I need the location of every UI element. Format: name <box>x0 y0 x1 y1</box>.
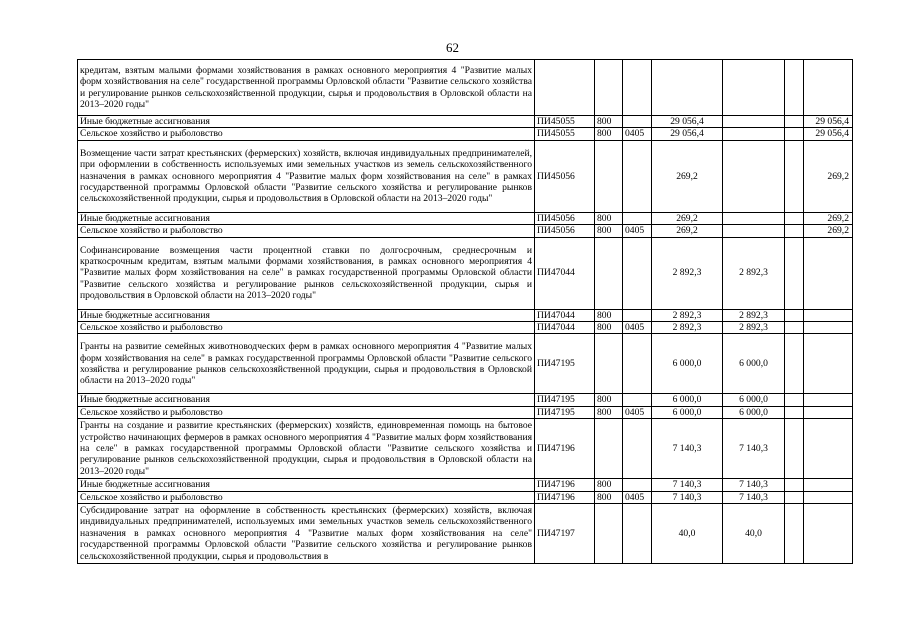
row-value-4 <box>804 479 853 491</box>
row-expense-type: 800 <box>595 128 623 140</box>
row-value-2: 40,0 <box>723 504 785 564</box>
row-section: 0405 <box>623 406 652 418</box>
row-code <box>535 60 595 116</box>
row-expense-type: 800 <box>595 309 623 321</box>
row-section: 0405 <box>623 491 652 503</box>
table-row <box>78 504 853 564</box>
row-description: кредитам, взятым малыми формами хозяйствования в рамках основного мероприятия 4 "Развитие малых форм хозяйствования на селе" государственной программы Орловской области "Развитие сельского хозяйства и регулирование рынков сельскохозяйственной продукции, сырья и продовольствия в Орловской области на 2013–2020 годы" <box>78 60 535 116</box>
row-code: ПИ45055 <box>535 116 595 128</box>
row-code: ПИ47195 <box>535 406 595 418</box>
row-section <box>623 419 652 479</box>
row-value-3 <box>785 237 804 309</box>
row-value-1: 7 140,3 <box>652 491 723 503</box>
table-row <box>78 322 853 334</box>
row-section <box>623 116 652 128</box>
row-section <box>623 212 652 224</box>
table-row <box>78 60 853 116</box>
table-row <box>78 116 853 128</box>
row-value-2 <box>723 128 785 140</box>
row-description: Гранты на развитие семейных животноводческих ферм в рамках основного мероприятия 4 "Развитие малых форм хозяйствования на селе" в рамках государственной программы Орловской области "Развитие сельского хозяйства и регулирование рынков сельскохозяйственной продукции, сырья и продовольствия в Орловской области на 2013–2020 годы" <box>78 334 535 394</box>
row-value-4 <box>804 491 853 503</box>
row-value-1: 269,2 <box>652 140 723 212</box>
row-code: ПИ45056 <box>535 225 595 237</box>
row-expense-type <box>595 419 623 479</box>
row-value-2 <box>723 140 785 212</box>
row-expense-type <box>595 60 623 116</box>
row-expense-type: 800 <box>595 394 623 406</box>
row-value-1: 2 892,3 <box>652 322 723 334</box>
row-code: ПИ47196 <box>535 479 595 491</box>
row-description: Иные бюджетные ассигнования <box>78 309 535 321</box>
row-section <box>623 237 652 309</box>
table-row <box>78 309 853 321</box>
row-value-2: 7 140,3 <box>723 419 785 479</box>
row-value-3 <box>785 491 804 503</box>
row-value-3 <box>785 128 804 140</box>
page-number: 62 <box>446 40 459 55</box>
row-value-1: 6 000,0 <box>652 406 723 418</box>
table-row <box>78 479 853 491</box>
row-section: 0405 <box>623 128 652 140</box>
row-value-4 <box>804 60 853 116</box>
row-value-2: 6 000,0 <box>723 334 785 394</box>
row-expense-type <box>595 237 623 309</box>
row-value-3 <box>785 322 804 334</box>
row-value-1: 40,0 <box>652 504 723 564</box>
row-expense-type <box>595 140 623 212</box>
table-row <box>78 212 853 224</box>
row-code: ПИ45056 <box>535 212 595 224</box>
row-value-1: 2 892,3 <box>652 309 723 321</box>
row-description: Иные бюджетные ассигнования <box>78 116 535 128</box>
row-value-4: 269,2 <box>804 140 853 212</box>
row-description: Иные бюджетные ассигнования <box>78 394 535 406</box>
row-value-4 <box>804 504 853 564</box>
row-value-3 <box>785 504 804 564</box>
budget-table <box>77 59 853 564</box>
row-value-2 <box>723 225 785 237</box>
row-expense-type: 800 <box>595 491 623 503</box>
row-code: ПИ47196 <box>535 491 595 503</box>
row-value-4 <box>804 419 853 479</box>
row-code: ПИ45056 <box>535 140 595 212</box>
row-expense-type: 800 <box>595 322 623 334</box>
row-code: ПИ45055 <box>535 128 595 140</box>
table-row <box>78 140 853 212</box>
row-section: 0405 <box>623 322 652 334</box>
row-expense-type: 800 <box>595 116 623 128</box>
row-value-2: 7 140,3 <box>723 491 785 503</box>
row-value-2: 6 000,0 <box>723 394 785 406</box>
row-value-2: 2 892,3 <box>723 322 785 334</box>
row-section <box>623 60 652 116</box>
row-section <box>623 394 652 406</box>
row-value-1: 2 892,3 <box>652 237 723 309</box>
row-value-1: 7 140,3 <box>652 419 723 479</box>
row-section <box>623 479 652 491</box>
row-code: ПИ47195 <box>535 394 595 406</box>
row-value-3 <box>785 334 804 394</box>
row-description: Сельское хозяйство и рыболовство <box>78 128 535 140</box>
row-code: ПИ47195 <box>535 334 595 394</box>
row-value-1 <box>652 60 723 116</box>
row-description: Гранты на создание и развитие крестьянских (фермерских) хозяйств, единовременная помощь на бытовое устройство начинающих фермеров в рамках основного мероприятия 4 "Развитие малых форм хозяйствования на селе" в рамках государственной программы Орловской области "Развитие сельского хозяйства и регулирование рынков сельскохозяйственной продукции, сырья и продовольствия в Орловской области на 2013–2020 годы" <box>78 419 535 479</box>
row-expense-type: 800 <box>595 225 623 237</box>
row-value-4: 29 056,4 <box>804 128 853 140</box>
row-value-2: 2 892,3 <box>723 237 785 309</box>
row-expense-type: 800 <box>595 406 623 418</box>
row-section <box>623 309 652 321</box>
row-section <box>623 504 652 564</box>
row-section <box>623 334 652 394</box>
row-description: Возмещение части затрат крестьянских (фермерских) хозяйств, включая индивидуальных предпринимателей, при оформлении в собственность используемых ими земельных участков из земель сельскохозяйственного назначения в рамках основного мероприятия 4 "Развитие малых форм хозяйствования на селе" в рамках государственной программы Орловской области "Развитие сельского хозяйства и регулирование рынков сельскохозяйственной продукции, сырья и продовольствия в Орловской области на 2013–2020 годы" <box>78 140 535 212</box>
row-code: ПИ47044 <box>535 237 595 309</box>
table-row <box>78 128 853 140</box>
row-value-1: 6 000,0 <box>652 334 723 394</box>
row-value-4 <box>804 394 853 406</box>
row-value-2: 2 892,3 <box>723 309 785 321</box>
table-row <box>78 225 853 237</box>
row-value-1: 6 000,0 <box>652 394 723 406</box>
row-expense-type: 800 <box>595 479 623 491</box>
table-row <box>78 334 853 394</box>
table-row <box>78 406 853 418</box>
row-description: Иные бюджетные ассигнования <box>78 479 535 491</box>
row-value-2: 7 140,3 <box>723 479 785 491</box>
row-value-3 <box>785 479 804 491</box>
row-value-3 <box>785 212 804 224</box>
row-value-2 <box>723 116 785 128</box>
row-value-1: 7 140,3 <box>652 479 723 491</box>
row-value-3 <box>785 394 804 406</box>
row-value-4 <box>804 406 853 418</box>
row-description: Сельское хозяйство и рыболовство <box>78 322 535 334</box>
row-expense-type: 800 <box>595 212 623 224</box>
row-value-4 <box>804 334 853 394</box>
row-section <box>623 140 652 212</box>
row-value-4 <box>804 237 853 309</box>
row-description: Сельское хозяйство и рыболовство <box>78 406 535 418</box>
row-value-3 <box>785 140 804 212</box>
row-code: ПИ47044 <box>535 322 595 334</box>
row-code: ПИ47044 <box>535 309 595 321</box>
table-row <box>78 237 853 309</box>
row-value-3 <box>785 60 804 116</box>
table-row <box>78 491 853 503</box>
row-description: Субсидирование затрат на оформление в собственность крестьянских (фермерских) хозяйств, включая индивидуальных предпринимателей, используемых ими земельных участков земель сельскохозяйственного назначения в рамках основного мероприятия 4 "Развитие малых форм хозяйствования на селе" государственной программы Орловской области "Развитие сельского хозяйства и регулирование рынков сельскохозяйственной продукции, сырья и продовольствия в <box>78 504 535 564</box>
row-value-3 <box>785 419 804 479</box>
row-description: Сельское хозяйство и рыболовство <box>78 491 535 503</box>
row-value-3 <box>785 225 804 237</box>
budget-table-body <box>78 60 853 564</box>
row-value-4 <box>804 322 853 334</box>
row-value-1: 269,2 <box>652 212 723 224</box>
table-row <box>78 419 853 479</box>
row-value-1: 29 056,4 <box>652 116 723 128</box>
row-value-3 <box>785 309 804 321</box>
row-value-1: 29 056,4 <box>652 128 723 140</box>
row-value-4 <box>804 309 853 321</box>
row-expense-type <box>595 504 623 564</box>
row-section: 0405 <box>623 225 652 237</box>
row-value-4: 269,2 <box>804 225 853 237</box>
row-value-3 <box>785 406 804 418</box>
row-value-2: 6 000,0 <box>723 406 785 418</box>
row-value-4: 29 056,4 <box>804 116 853 128</box>
row-value-3 <box>785 116 804 128</box>
row-description: Иные бюджетные ассигнования <box>78 212 535 224</box>
row-value-1: 269,2 <box>652 225 723 237</box>
row-description: Сельское хозяйство и рыболовство <box>78 225 535 237</box>
row-expense-type <box>595 334 623 394</box>
row-description: Софинансирование возмещения части процентной ставки по долгосрочным, среднесрочным и краткосрочным кредитам, взятым малыми формами хозяйствования, в рамках основного мероприятия 4 "Развитие малых форм хозяйствования на селе" в рамках государственной программы Орловской области "Развитие сельского хозяйства и регулирование рынков сельскохозяйственной продукции, сырья и продовольствия в Орловской области на 2013–2020 годы" <box>78 237 535 309</box>
row-value-4: 269,2 <box>804 212 853 224</box>
table-row <box>78 394 853 406</box>
row-code: ПИ47197 <box>535 504 595 564</box>
row-value-2 <box>723 60 785 116</box>
row-code: ПИ47196 <box>535 419 595 479</box>
row-value-2 <box>723 212 785 224</box>
